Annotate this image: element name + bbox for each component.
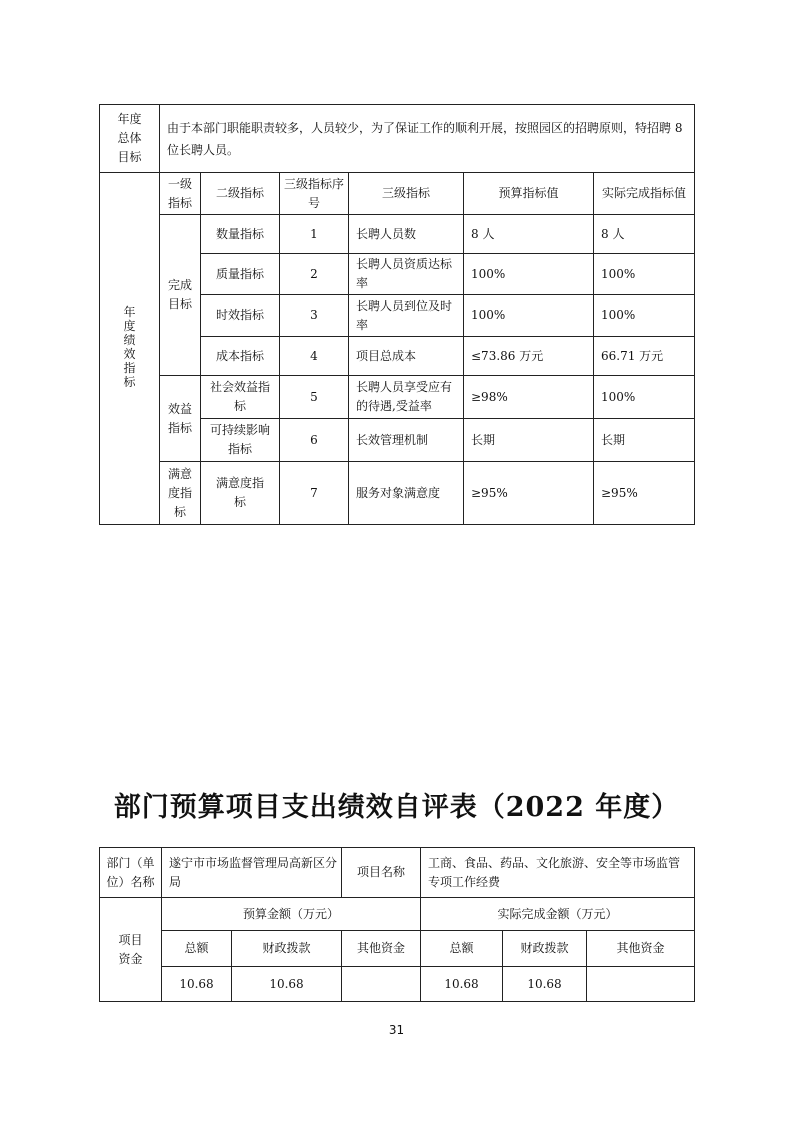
funds-value-row	[100, 967, 695, 1002]
seq-cell: 7	[280, 462, 349, 525]
budget-cell: 100%	[464, 254, 594, 295]
table-row	[100, 215, 695, 254]
actual-amount-header: 实际完成金额（万元）	[421, 898, 695, 931]
value-total-actual: 10.68	[421, 967, 503, 1002]
funds-label: 项目 资金	[100, 898, 162, 1002]
actual-cell: 8 人	[594, 215, 695, 254]
value-fiscal: 10.68	[232, 967, 342, 1002]
project-funds-table	[99, 847, 695, 1002]
level3-cell: 长聘人员到位及时率	[349, 295, 464, 337]
seq-cell: 3	[280, 295, 349, 337]
actual-cell: 66.71 万元	[594, 337, 695, 376]
project-value: 工商、食品、药品、文化旅游、安全等市场监管专项工作经费	[421, 848, 695, 898]
dept-value: 遂宁市市场监督管理局高新区分局	[162, 848, 342, 898]
budget-cell: ≥95%	[464, 462, 594, 525]
level2-cell: 社会效益指标	[201, 376, 280, 419]
level3-cell: 服务对象满意度	[349, 462, 464, 525]
col-fiscal-actual: 财政拨款	[503, 931, 587, 967]
value-other	[342, 967, 421, 1002]
value-fiscal-actual: 10.68	[503, 967, 587, 1002]
seq-cell: 6	[280, 419, 349, 462]
seq-cell: 4	[280, 337, 349, 376]
level1-cell: 效益指标	[160, 376, 201, 462]
table-row	[100, 376, 695, 419]
seq-cell: 1	[280, 215, 349, 254]
actual-cell: ≥95%	[594, 462, 695, 525]
level2-cell: 数量指标	[201, 215, 280, 254]
funds-header-row	[100, 898, 695, 931]
level1-cell: 满意度指标	[160, 462, 201, 525]
budget-cell: 长期	[464, 419, 594, 462]
header-level3: 三级指标	[349, 173, 464, 215]
value-total: 10.68	[162, 967, 232, 1002]
page-number: 31	[388, 1023, 405, 1037]
level3-cell: 项目总成本	[349, 337, 464, 376]
col-other: 其他资金	[342, 931, 421, 967]
header-actual: 实际完成指标值	[594, 173, 695, 215]
dept-label: 部门（单 位）名称	[100, 848, 162, 898]
header-budget: 预算指标值	[464, 173, 594, 215]
actual-cell: 100%	[594, 376, 695, 419]
actual-cell: 100%	[594, 254, 695, 295]
seq-cell: 5	[280, 376, 349, 419]
goal-label: 年度 总体 目标	[100, 105, 160, 173]
level2-cell: 成本指标	[201, 337, 280, 376]
level2-cell: 可持续影响指标	[201, 419, 280, 462]
page-title: 部门预算项目支出绩效自评表（2022 年度）	[113, 792, 680, 823]
indicator-header-row	[100, 173, 695, 215]
level3-cell: 长聘人员数	[349, 215, 464, 254]
header-level1: 一级指标	[160, 173, 201, 215]
col-fiscal: 财政拨款	[232, 931, 342, 967]
indicator-side-label: 年度绩效指标	[100, 173, 160, 525]
col-total: 总额	[162, 931, 232, 967]
header-seq: 三级指标序号	[280, 173, 349, 215]
seq-cell: 2	[280, 254, 349, 295]
budget-cell: 100%	[464, 295, 594, 337]
budget-cell: ≤73.86 万元	[464, 337, 594, 376]
budget-cell: ≥98%	[464, 376, 594, 419]
level1-cell: 完成目标	[160, 215, 201, 376]
budget-amount-header: 预算金额（万元）	[162, 898, 421, 931]
level3-cell: 长聘人员享受应有的待遇,受益率	[349, 376, 464, 419]
budget-cell: 8 人	[464, 215, 594, 254]
col-total-actual: 总额	[421, 931, 503, 967]
actual-cell: 100%	[594, 295, 695, 337]
actual-cell: 长期	[594, 419, 695, 462]
funds-col-row	[100, 931, 695, 967]
goal-text: 由于本部门职能职责较多，人员较少，为了保证工作的顺利开展，按照园区的招聘原则，特招聘 8 位长聘人员。	[160, 105, 695, 173]
value-other-actual	[587, 967, 695, 1002]
level3-cell: 长效管理机制	[349, 419, 464, 462]
level2-cell: 满意度指标	[201, 462, 280, 525]
level2-cell: 质量指标	[201, 254, 280, 295]
project-label: 项目名称	[342, 848, 421, 898]
dept-row	[100, 848, 695, 898]
level2-cell: 时效指标	[201, 295, 280, 337]
col-other-actual: 其他资金	[587, 931, 695, 967]
table-row	[100, 462, 695, 525]
performance-table	[99, 104, 695, 525]
level3-cell: 长聘人员资质达标率	[349, 254, 464, 295]
header-level2: 二级指标	[201, 173, 280, 215]
